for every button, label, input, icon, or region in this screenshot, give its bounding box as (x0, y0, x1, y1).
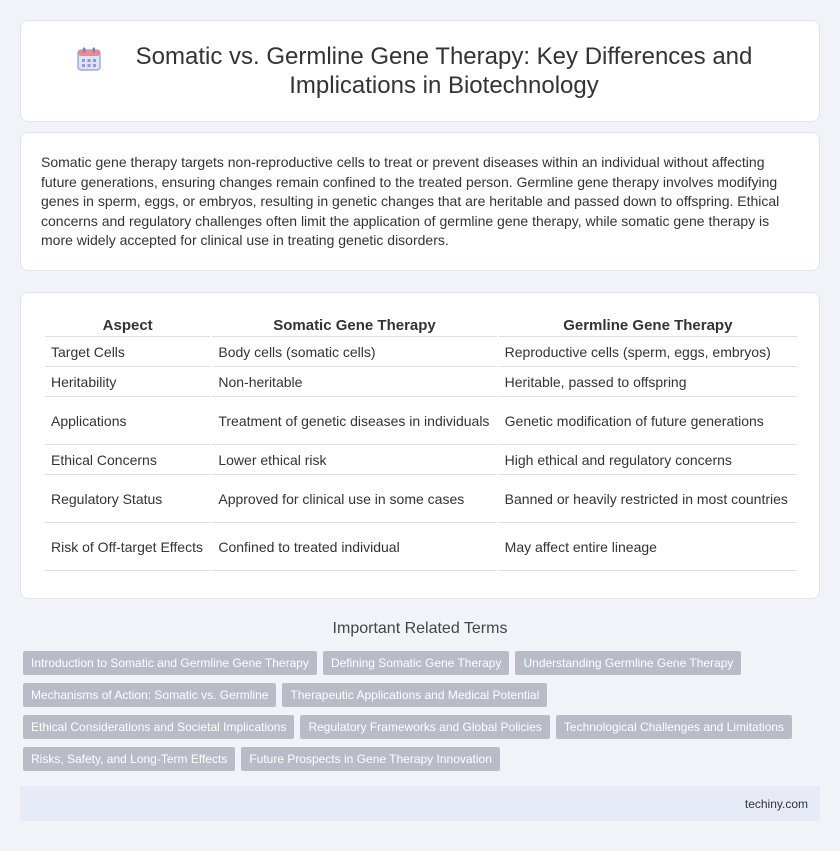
cell-somatic: Confined to treated individual (212, 523, 496, 571)
comparison-table (43, 313, 799, 571)
page-title: Somatic vs. Germline Gene Therapy: Key Differences and Implications in Biotechnology (135, 43, 753, 99)
cell-germline: May affect entire lineage (499, 523, 797, 571)
table-row (45, 475, 797, 523)
comparison-table-card (20, 292, 820, 599)
related-tags (20, 651, 820, 779)
summary-text: Somatic gene therapy targets non-reproductive cells to treat or prevent diseases within an individual without affecting future generations, ensuring changes remain confined to the treated person. Germline gene therapy involves modifying genes in sperm, eggs, or embryos, resulting in genetic changes that are heritable and passed down to offspring. Ethical concerns and regulatory challenges often limit the application of germline gene therapy, while somatic gene therapy is more widely accepted for clinical use in treating genetic disorders. (41, 154, 780, 248)
cell-somatic: Lower ethical risk (212, 445, 496, 475)
title-card (20, 20, 820, 122)
table-row (45, 523, 797, 571)
header-somatic: Somatic Gene Therapy (212, 313, 496, 337)
cell-aspect: Risk of Off-target Effects (45, 523, 210, 571)
table-row (45, 367, 797, 397)
table-header-row (45, 313, 797, 337)
calendar-icon (76, 46, 102, 72)
related-tag[interactable]: Mechanisms of Action: Somatic vs. Germline (23, 683, 276, 707)
related-terms-section (20, 620, 820, 779)
related-tag[interactable]: Risks, Safety, and Long-Term Effects (23, 747, 235, 771)
related-tag[interactable]: Defining Somatic Gene Therapy (323, 651, 510, 675)
footer (20, 786, 820, 821)
related-tag[interactable]: Future Prospects in Gene Therapy Innovation (241, 747, 500, 771)
cell-aspect: Regulatory Status (45, 475, 210, 523)
related-tag[interactable]: Ethical Considerations and Societal Implications (23, 715, 294, 739)
header-germline: Germline Gene Therapy (499, 313, 797, 337)
related-tag[interactable]: Therapeutic Applications and Medical Potential (282, 683, 547, 707)
cell-germline: Banned or heavily restricted in most countries (499, 475, 797, 523)
title-wrap (76, 42, 764, 100)
cell-somatic: Body cells (somatic cells) (212, 337, 496, 367)
cell-somatic: Non-heritable (212, 367, 496, 397)
cell-germline: Reproductive cells (sperm, eggs, embryos) (499, 337, 797, 367)
summary-card (20, 132, 820, 271)
related-terms-title: Important Related Terms (332, 620, 508, 637)
table-row (45, 397, 797, 445)
related-tag[interactable]: Introduction to Somatic and Germline Gene Therapy (23, 651, 317, 675)
related-tag[interactable]: Regulatory Frameworks and Global Policies (300, 715, 549, 739)
cell-aspect: Ethical Concerns (45, 445, 210, 475)
related-tag[interactable]: Understanding Germline Gene Therapy (515, 651, 741, 675)
cell-somatic: Approved for clinical use in some cases (212, 475, 496, 523)
cell-somatic: Treatment of genetic diseases in individuals (212, 397, 496, 445)
cell-germline: Heritable, passed to offspring (499, 367, 797, 397)
cell-germline: High ethical and regulatory concerns (499, 445, 797, 475)
cell-aspect: Target Cells (45, 337, 210, 367)
table-row (45, 445, 797, 475)
cell-germline: Genetic modification of future generations (499, 397, 797, 445)
related-tag[interactable]: Technological Challenges and Limitations (556, 715, 792, 739)
footer-site-link[interactable]: techiny.com (744, 796, 808, 811)
cell-aspect: Heritability (45, 367, 210, 397)
table-row (45, 337, 797, 367)
cell-aspect: Applications (45, 397, 210, 445)
header-aspect: Aspect (45, 313, 210, 337)
